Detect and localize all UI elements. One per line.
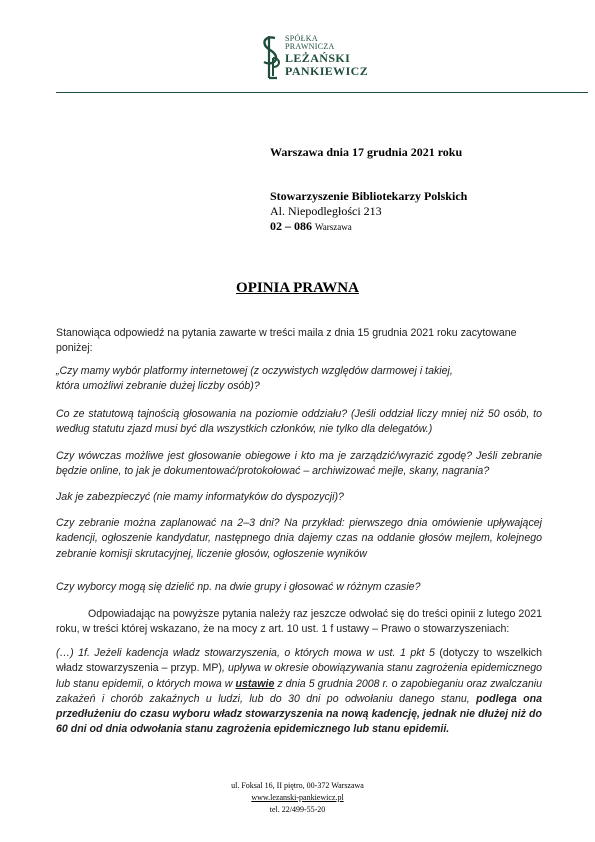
recipient-zip: 02 – 086 <box>270 219 312 233</box>
intro-paragraph: Stanowiąca odpowiedź na pytania zawarte w treści maila z dnia 15 grudnia 2021 roku zacytowane poniżej: <box>56 327 517 355</box>
quote-part-1: (…) 1f. Jeżeli kadencja władz stowarzyszenia, o których mowa w ust. 1 pkt 5 <box>56 647 435 659</box>
footer-phone: tel. 22/499-55-20 <box>269 805 326 814</box>
header-divider <box>56 92 588 93</box>
footer-address: ul. Foksal 16, II piętro, 00-372 Warszawa <box>231 781 364 790</box>
recipient-name: Stowarzyszenie Bibliotekarzy Polskich <box>270 189 468 203</box>
logo-line-1: SPÓŁKA <box>285 34 318 43</box>
question-2: Co ze statutową tajnością głosowania na poziomie oddziału? (Jeśli oddział liczy mniej niż 50 osób, to według statutu zjazd musi być dla wszystkich członków, nie tylko dla delegatów.) <box>56 408 542 436</box>
logo-monogram-icon <box>257 34 285 80</box>
company-logo <box>257 34 377 82</box>
quote-part-3: , upływa w okresie obowiązywania stanu zagrożenia epidemicznego lub stanu epidemii, o których mowa w <box>56 662 543 690</box>
recipient-city: Warszawa <box>315 222 352 232</box>
answer-intro-paragraph: Odpowiadając na powyższe pytania należy raz jeszcze odwołać się do treści opinii z lutego 2021 roku, w treści której wskazano, że na mocy z art. 10 ust. 1 f ustawy – Prawo o stowarzyszeniach: <box>56 608 542 636</box>
question-4: Jak je zabezpieczyć (nie mamy informatyków do dyspozycji)? <box>56 491 344 503</box>
document-date: Warszawa dnia 17 grudnia 2021 roku <box>270 145 463 159</box>
quote-part-2: (dotyczy to wszelkich władz stowarzyszenia – przyp. MP) <box>56 647 542 675</box>
recipient-postal-line <box>270 219 467 235</box>
logo-line-2: PRAWNICZA <box>285 42 335 51</box>
quote-part-5: z dnia 5 grudnia 2008 r. o zapobieganiu oraz zwalczaniu zakażeń i chorób zakaźnych u ludzi, lub do 30 dni po odwołaniu danego stanu, <box>56 677 543 705</box>
question-5: Czy zebranie można zaplanować na 2–3 dni? Na przykład: pierwszego dnia omówienie upływającej kadencji, ogłoszenie kandydatur, następnego dnia dajemy czas na oddanie głosów mejlem, kolejnego zebranie komisji skrutacyjnej, liczenie głosów, ogłoszenie wyników <box>56 517 542 560</box>
statute-quote <box>56 646 542 738</box>
footer-website-link[interactable]: www.lezanski-pankiewicz.pl <box>251 793 344 802</box>
question-3: Czy wówczas możliwe jest głosowanie obiegowe i kto ma je zarządzić/wyrazić zgodę? Jeśli zebranie będzie online, to jak je dokumentować/protokołować – archiwizować mejle, skany, nagrania? <box>56 450 542 478</box>
quote-law-link[interactable]: ustawie <box>235 677 275 690</box>
logo-line-4: PANKIEWICZ <box>285 64 369 78</box>
question-6: Czy wyborcy mogą się dzielić np. na dwie grupy i głosować w różnym czasie? <box>56 581 421 593</box>
quote-part-6: podlega ona przedłużeniu do czasu wyboru władz stowarzyszenia na nową kadencję, jednak nie dłużej niż do 60 dni od dnia odwołania stanu zagrożenia epidemicznego lub stanu epidemii. <box>56 692 543 736</box>
page-footer <box>0 780 595 816</box>
logo-wordmark <box>285 35 368 77</box>
recipient-address <box>270 189 467 235</box>
question-1: „Czy mamy wybór platformy internetowej (z oczywistych względów darmowej i takiej, która umożliwi zebranie dużej liczby osób)? <box>56 365 453 393</box>
document-title: OPINIA PRAWNA <box>236 280 359 296</box>
logo-line-3: LEŻAŃSKI <box>285 51 351 65</box>
recipient-street: Al. Niepodległości 213 <box>270 204 382 218</box>
